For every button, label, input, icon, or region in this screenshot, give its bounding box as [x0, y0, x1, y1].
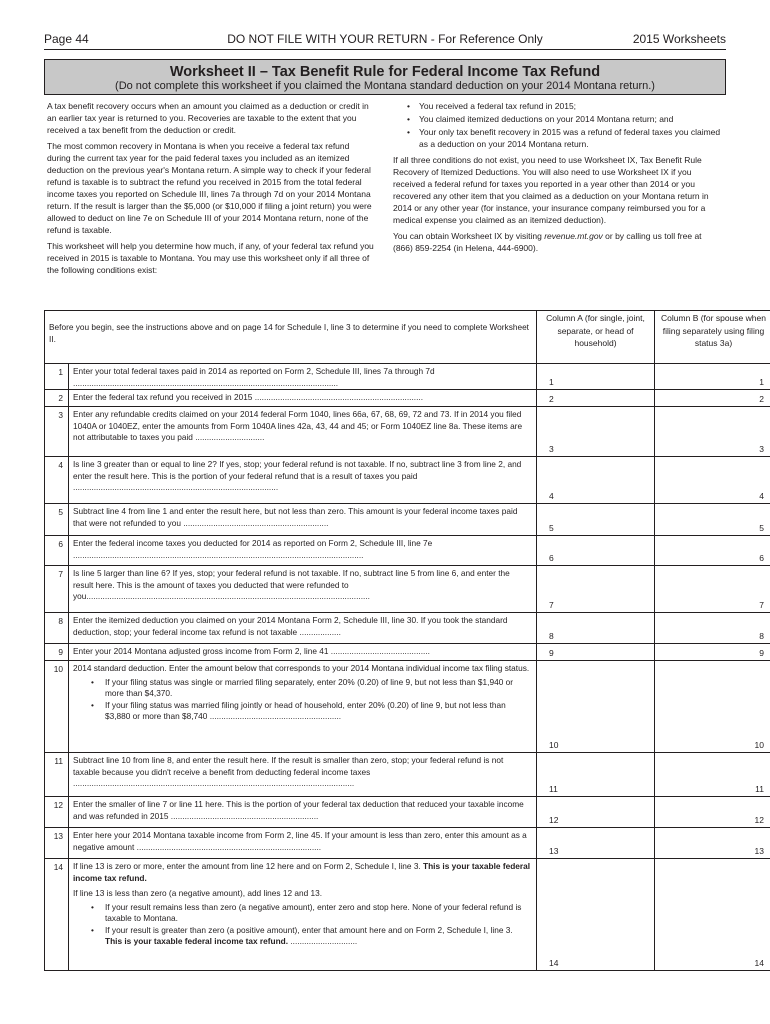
table-row — [45, 504, 770, 536]
line-number: 10 — [45, 661, 69, 753]
column-a-amount-field[interactable]: 10 — [537, 661, 655, 753]
column-a-amount-field[interactable]: 1 — [537, 364, 655, 390]
line-number: 1 — [45, 364, 69, 390]
column-b-amount-field[interactable]: 7 — [655, 566, 770, 613]
line-description: 2014 standard deduction. Enter the amount below that corresponds to your 2014 Montana individual income tax filing status. • If your filing status was single or married filing separately, enter 20% (0.20) of line 9, but not less than $1,940 or more than $4,370. • If your filing status was married filing jointly or head of household, enter 20% (0.20) of line 9, but not less than $3,880 or more than $8,740 ......................................................... — [69, 661, 537, 753]
line-description: If line 13 is zero or more, enter the amount from line 12 here and on Form 2, Schedule I, line 3. This is your taxable federal income tax refund. If line 13 is less than zero (a negative amount), add lines 12 and 13. • If your result remains less than zero (a negative amount), enter zero and stop here. None of your federal refund is taxable to Montana. • If your result is greater than zero (a positive amount), enter that amount here and on Form 2, Schedule I, line 3. This is your taxable federal income tax refund. ............................. — [69, 859, 537, 971]
column-a-amount-field[interactable]: 9 — [537, 644, 655, 661]
line-number: 2 — [45, 390, 69, 407]
column-b-amount-field[interactable]: 1 — [655, 364, 770, 390]
line-number: 3 — [45, 407, 69, 457]
column-a-amount-field[interactable]: 5 — [537, 504, 655, 536]
column-b-amount-field[interactable]: 11 — [655, 753, 770, 797]
condition-item: • Your only tax benefit recovery in 2015 was a refund of federal taxes you claimed as a deduction on your 2014 Montana return. — [419, 126, 723, 150]
line-number: 12 — [45, 797, 69, 828]
taxable-refund-note: This is your taxable federal income tax refund. — [105, 936, 289, 946]
header-divider — [44, 49, 726, 50]
line-description: Enter any refundable credits claimed on your 2014 federal Form 1040, lines 66a, 67, 68, 69, 72 and 73. If in 2014 you filed 1040A or 1040EZ, enter the amounts from Form 1040A lines 42a, 43, 44 and 45; or Form 1040EZ line 8a. These items are not attributable to taxes you paid .............................. — [69, 407, 537, 457]
column-a-amount-field[interactable]: 11 — [537, 753, 655, 797]
intro-paragraph: The most common recovery in Montana is when you receive a federal tax refund during the current tax year for the paid federal taxes you included as an itemized deduction on the previous year's Montana return. A simple way to check if your federal refund is taxable is to subtract the refund you received in 2015 from the total federal income taxes you reported on Schedule III, lines 7a through 7d on your 2014 Montana return. If the result is larger than the $5,000 (or $10,000 if filing a joint return) you were allowed to deduct on line 7e on Schedule III of your 2014 Montana return, none of the refund is taxable. — [47, 141, 372, 235]
intro-right-column — [393, 100, 723, 258]
worksheet-table — [44, 310, 770, 971]
column-b-header: Column B (for spouse when filing separately using filing status 3a) — [655, 311, 770, 364]
line-number: 7 — [45, 566, 69, 613]
intro-paragraph: If all three conditions do not exist, you need to use Worksheet IX, Tax Benefit Rule Recovery of Itemized Deductions. You will also need to use Worksheet IX if you received a federal refund for taxes you reported in a year other than 2014 or you recovered any other item that you claimed as a deduction on your Montana return in 2014 or any other year (for instance, your insurance company reimbursed you for a medical expense you claimed as an itemized deduction). — [393, 155, 709, 225]
table-row — [45, 644, 770, 661]
column-b-amount-field[interactable]: 6 — [655, 536, 770, 566]
column-a-amount-field[interactable]: 14 — [537, 859, 655, 971]
page-header — [44, 30, 726, 48]
condition-item: • You claimed itemized deductions on your 2014 Montana return; and — [419, 113, 723, 125]
table-intro: Before you begin, see the instructions above and on page 14 for Schedule I, line 3 to determine if you need to complete Worksheet II. — [45, 311, 537, 364]
worksheet-title: Worksheet II – Tax Benefit Rule for Federal Income Tax Refund — [169, 64, 601, 80]
column-a-amount-field[interactable]: 12 — [537, 797, 655, 828]
line-description: Subtract line 4 from line 1 and enter the result here, but not less than zero. This amount is your federal income taxes paid that were not refunded to you ............................................................... — [69, 504, 537, 536]
table-row — [45, 797, 770, 828]
worksheet-subtitle: (Do not complete this worksheet if you claimed the Montana standard deduction on your 2014 Montana return.) — [115, 80, 655, 92]
intro-paragraph: A tax benefit recovery occurs when an amount you claimed as a deduction or credit in an earlier tax year is returned to you. Recoveries are taxable to the extent that you received a tax benefit from the deduction or credit. — [47, 101, 369, 135]
column-a-amount-field[interactable]: 8 — [537, 613, 655, 644]
line-number: 5 — [45, 504, 69, 536]
column-a-amount-field[interactable]: 13 — [537, 828, 655, 859]
line-description: Enter your total federal taxes paid in 2014 as reported on Form 2, Schedule III, lines 7a through 7d ................................................................................................................... — [69, 364, 537, 390]
taxable-refund-note: This is your taxable federal income tax refund. — [73, 861, 531, 883]
column-b-amount-field[interactable]: 9 — [655, 644, 770, 661]
filing-status-item: • If your filing status was single or married filing separately, enter 20% (0.20) of line 9, but not less than $1,940 or more than $4,370. — [105, 677, 532, 700]
table-row — [45, 661, 770, 753]
table-row — [45, 390, 770, 407]
header-worksheets-label: 2015 Worksheets — [632, 32, 726, 46]
line-description: Enter the federal income taxes you deducted for 2014 as reported on Form 2, Schedule III, line 7e .............................................................................................................................. — [69, 536, 537, 566]
filing-status-list — [73, 677, 532, 723]
line-description: Enter your 2014 Montana adjusted gross income from Form 2, line 41 ........................................... — [69, 644, 537, 661]
line-number: 14 — [45, 859, 69, 971]
condition-item: • You received a federal tax refund in 2015; — [419, 100, 723, 112]
line-description: Subtract line 10 from line 8, and enter the result here. If the result is smaller than zero, stop; your federal refund is not taxable because you didn't receive a benefit from deducting federal income taxes .......................................................................................................................... — [69, 753, 537, 797]
column-a-amount-field[interactable]: 3 — [537, 407, 655, 457]
column-b-amount-field[interactable]: 8 — [655, 613, 770, 644]
table-row — [45, 828, 770, 859]
table-row — [45, 407, 770, 457]
page-number: Page 44 — [44, 32, 89, 46]
line-number: 6 — [45, 536, 69, 566]
contact-paragraph: You can obtain Worksheet IX by visiting revenue.mt.gov or by calling us toll free at (866) 859-2254 (in Helena, 444-6900). — [393, 231, 702, 253]
negative-result-list — [73, 902, 532, 948]
intro-left-column — [47, 100, 375, 280]
line-description: Enter here your 2014 Montana taxable income from Form 2, line 45. If your amount is less than zero, enter this amount as a negative amount ................................................................................ — [69, 828, 537, 859]
table-row — [45, 566, 770, 613]
table-row — [45, 613, 770, 644]
line-description: Enter the itemized deduction you claimed on your 2014 Montana Form 2, Schedule III, line 30. If you took the standard deduction, stop; your federal income tax refund is not taxable .................. — [69, 613, 537, 644]
column-a-amount-field[interactable]: 2 — [537, 390, 655, 407]
line-description: Enter the smaller of line 7 or line 11 here. This is the portion of your federal tax deduction that reduced your taxable income and was refunded in 2015 ................................................................ — [69, 797, 537, 828]
column-a-amount-field[interactable]: 7 — [537, 566, 655, 613]
result-item: • If your result is greater than zero (a positive amount), enter that amount here and on Form 2, Schedule I, line 3. This is your taxable federal income tax refund. ............................. — [105, 925, 532, 948]
line-number: 11 — [45, 753, 69, 797]
column-b-amount-field[interactable]: 13 — [655, 828, 770, 859]
table-row — [45, 364, 770, 390]
line-description: Is line 3 greater than or equal to line 2? If yes, stop; your federal refund is not taxable. If no, subtract line 3 from line 2, and enter the result here. This is the portion of your federal refund that is a result of taxes you paid ......................................................................................... — [69, 457, 537, 504]
worksheet-title-box — [44, 59, 726, 95]
column-b-amount-field[interactable]: 2 — [655, 390, 770, 407]
conditions-list — [393, 100, 723, 150]
column-a-amount-field[interactable]: 4 — [537, 457, 655, 504]
line-number: 13 — [45, 828, 69, 859]
column-a-amount-field[interactable]: 6 — [537, 536, 655, 566]
table-row — [45, 753, 770, 797]
table-header-row — [45, 311, 770, 364]
column-b-amount-field[interactable]: 10 — [655, 661, 770, 753]
column-b-amount-field[interactable]: 12 — [655, 797, 770, 828]
header-notice: DO NOT FILE WITH YOUR RETURN - For Reference Only — [227, 32, 543, 46]
line-description: Enter the federal tax refund you received in 2015 ......................................................................... — [69, 390, 537, 407]
line-number: 9 — [45, 644, 69, 661]
column-b-amount-field[interactable]: 5 — [655, 504, 770, 536]
column-b-amount-field[interactable]: 14 — [655, 859, 770, 971]
website-link[interactable]: revenue.mt.gov — [544, 231, 603, 241]
table-row — [45, 859, 770, 971]
column-b-amount-field[interactable]: 3 — [655, 407, 770, 457]
line-number: 8 — [45, 613, 69, 644]
table-row — [45, 536, 770, 566]
line-number: 4 — [45, 457, 69, 504]
table-row — [45, 457, 770, 504]
filing-status-item: • If your filing status was married filing jointly or head of household, enter 20% (0.20) of line 9, but not less than $3,880 or more than $8,740 ......................................................... — [105, 700, 532, 723]
result-item: • If your result remains less than zero (a negative amount), enter zero and stop here. None of your federal refund is taxable to Montana. — [105, 902, 532, 925]
intro-paragraph: This worksheet will help you determine how much, if any, of your federal tax refund you received in 2015 is taxable to Montana. You may use this worksheet only if all three of the following conditions exist: — [47, 241, 374, 275]
worksheet-table-wrapper — [44, 310, 766, 971]
column-a-header: Column A (for single, joint, separate, or head of household) — [537, 311, 655, 364]
column-b-amount-field[interactable]: 4 — [655, 457, 770, 504]
line-description: Is line 5 larger than line 6? If yes, stop; your federal refund is not taxable. If no, subtract line 5 from line 6, and enter the result here. This is the amount of taxes you deducted that were refunded to you........................................................................................................................... — [69, 566, 537, 613]
